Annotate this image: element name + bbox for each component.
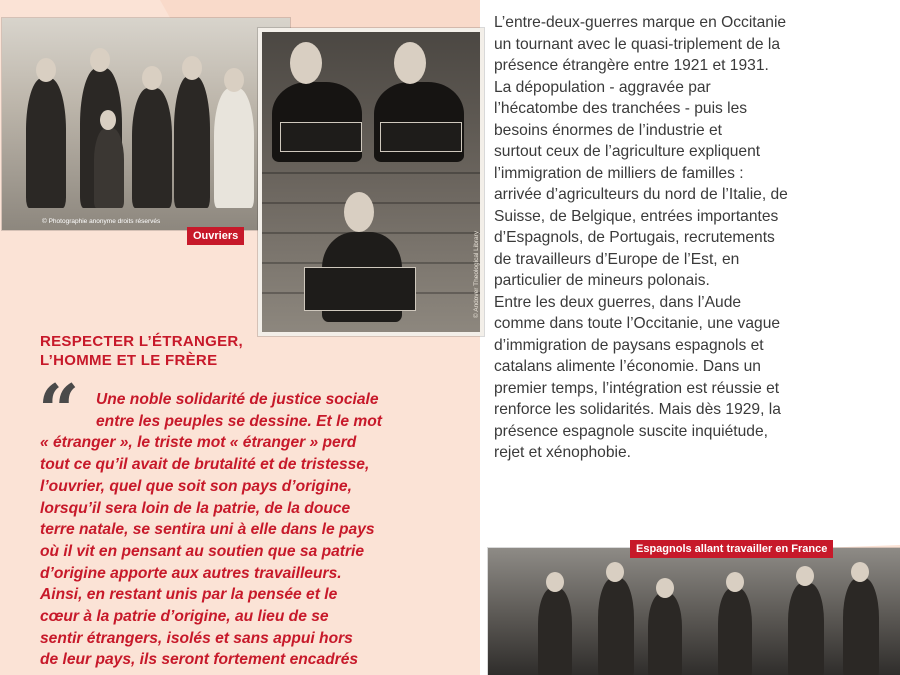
body-text bbox=[494, 12, 894, 464]
body-line: l’immigration de milliers de familles : bbox=[494, 164, 744, 182]
mugshots-photo bbox=[258, 28, 484, 336]
quote-line: de leur pays, ils seront fortement encadrés bbox=[40, 651, 359, 669]
quote-line: tout ce qu’il avait de brutalité et de tristesse, bbox=[40, 456, 370, 474]
spanish-workers-photo bbox=[488, 548, 900, 675]
quote-line: sentir étrangers, isolés et sans appui hors bbox=[40, 629, 353, 647]
body-line: premier temps, l’intégration est réussie et bbox=[494, 379, 780, 397]
quote-mark-icon: “ bbox=[38, 368, 80, 453]
body-line: d’Espagnols, de Portugais, recrutements bbox=[494, 229, 775, 246]
mugshots-photo-credit: © Andover Theological Library bbox=[473, 230, 480, 318]
body-line: particulier de mineurs polonais. bbox=[494, 272, 710, 289]
quote-line: Ainsi, en restant unis par la pensée et le bbox=[40, 586, 338, 604]
quote-line: Une noble solidarité de justice sociale bbox=[96, 391, 379, 408]
quote-line: l’ouvrier, quel que soit son pays d’origine, bbox=[40, 477, 352, 495]
body-line: L’entre-deux-guerres marque en Occitanie bbox=[494, 14, 787, 31]
section-heading bbox=[40, 332, 360, 370]
workers-photo-credit: © Photographie anonyme droits réservés bbox=[42, 218, 161, 225]
body-line: Suisse, de Belgique, entrées importantes bbox=[494, 207, 779, 225]
quote-line: terre natale, se sentira uni à elle dans le pays bbox=[40, 521, 375, 539]
body-line: surtout ceux de l’agriculture expliquent bbox=[494, 143, 761, 160]
body-line: arrivée d’agriculteurs du nord de l’Italie, de bbox=[494, 186, 788, 203]
body-line: La dépopulation - aggravée par bbox=[494, 78, 711, 96]
body-line: comme dans toute l’Occitanie, une vague bbox=[494, 315, 781, 332]
body-line: un tournant avec le quasi-triplement de la bbox=[494, 35, 781, 53]
section-heading-line: L’HOMME ET LE FRÈRE bbox=[40, 352, 218, 369]
quote-line: où il vit en pensant au soutien que sa patrie bbox=[40, 542, 365, 560]
quote-text bbox=[40, 389, 470, 671]
mugshot-slate bbox=[304, 267, 416, 311]
body-line: Entre les deux guerres, dans l’Aude bbox=[494, 293, 742, 311]
body-line: présence étrangère entre 1921 et 1931. bbox=[494, 57, 769, 74]
workers-photo-tag: Ouvriers bbox=[187, 227, 244, 245]
quote-line: « étranger », le triste mot « étranger » perd bbox=[40, 434, 357, 452]
spanish-workers-photo-tag: Espagnols allant travailler en France bbox=[630, 540, 833, 558]
quote-line: d’origine apporte aux autres travailleurs. bbox=[40, 564, 342, 582]
workers-photo bbox=[2, 18, 290, 230]
body-line: d’immigration de paysans espagnols et bbox=[494, 336, 764, 354]
body-line: besoins énormes de l’industrie et bbox=[494, 121, 722, 139]
mugshot-slate bbox=[380, 122, 462, 152]
body-line: renforce les solidarités. Mais dès 1929, la bbox=[494, 401, 781, 418]
body-line: présence espagnole suscite inquiétude, bbox=[494, 422, 768, 440]
body-line: rejet et xénophobie. bbox=[494, 444, 631, 461]
section-heading-line: RESPECTER L’ÉTRANGER, bbox=[40, 333, 243, 350]
body-line: l’hécatombe des tranchées - puis les bbox=[494, 100, 748, 117]
body-line: catalans alimente l’économie. Dans un bbox=[494, 358, 761, 375]
quote-line: cœur à la patrie d’origine, au lieu de se bbox=[40, 608, 329, 626]
body-line: de travailleurs d’Europe de l’Est, en bbox=[494, 250, 740, 268]
mugshot-slate bbox=[280, 122, 362, 152]
quote-line: entre les peuples se dessine. Et le mot bbox=[96, 412, 382, 430]
quote-line: lorsqu’il sera loin de la patrie, de la douce bbox=[40, 499, 351, 517]
